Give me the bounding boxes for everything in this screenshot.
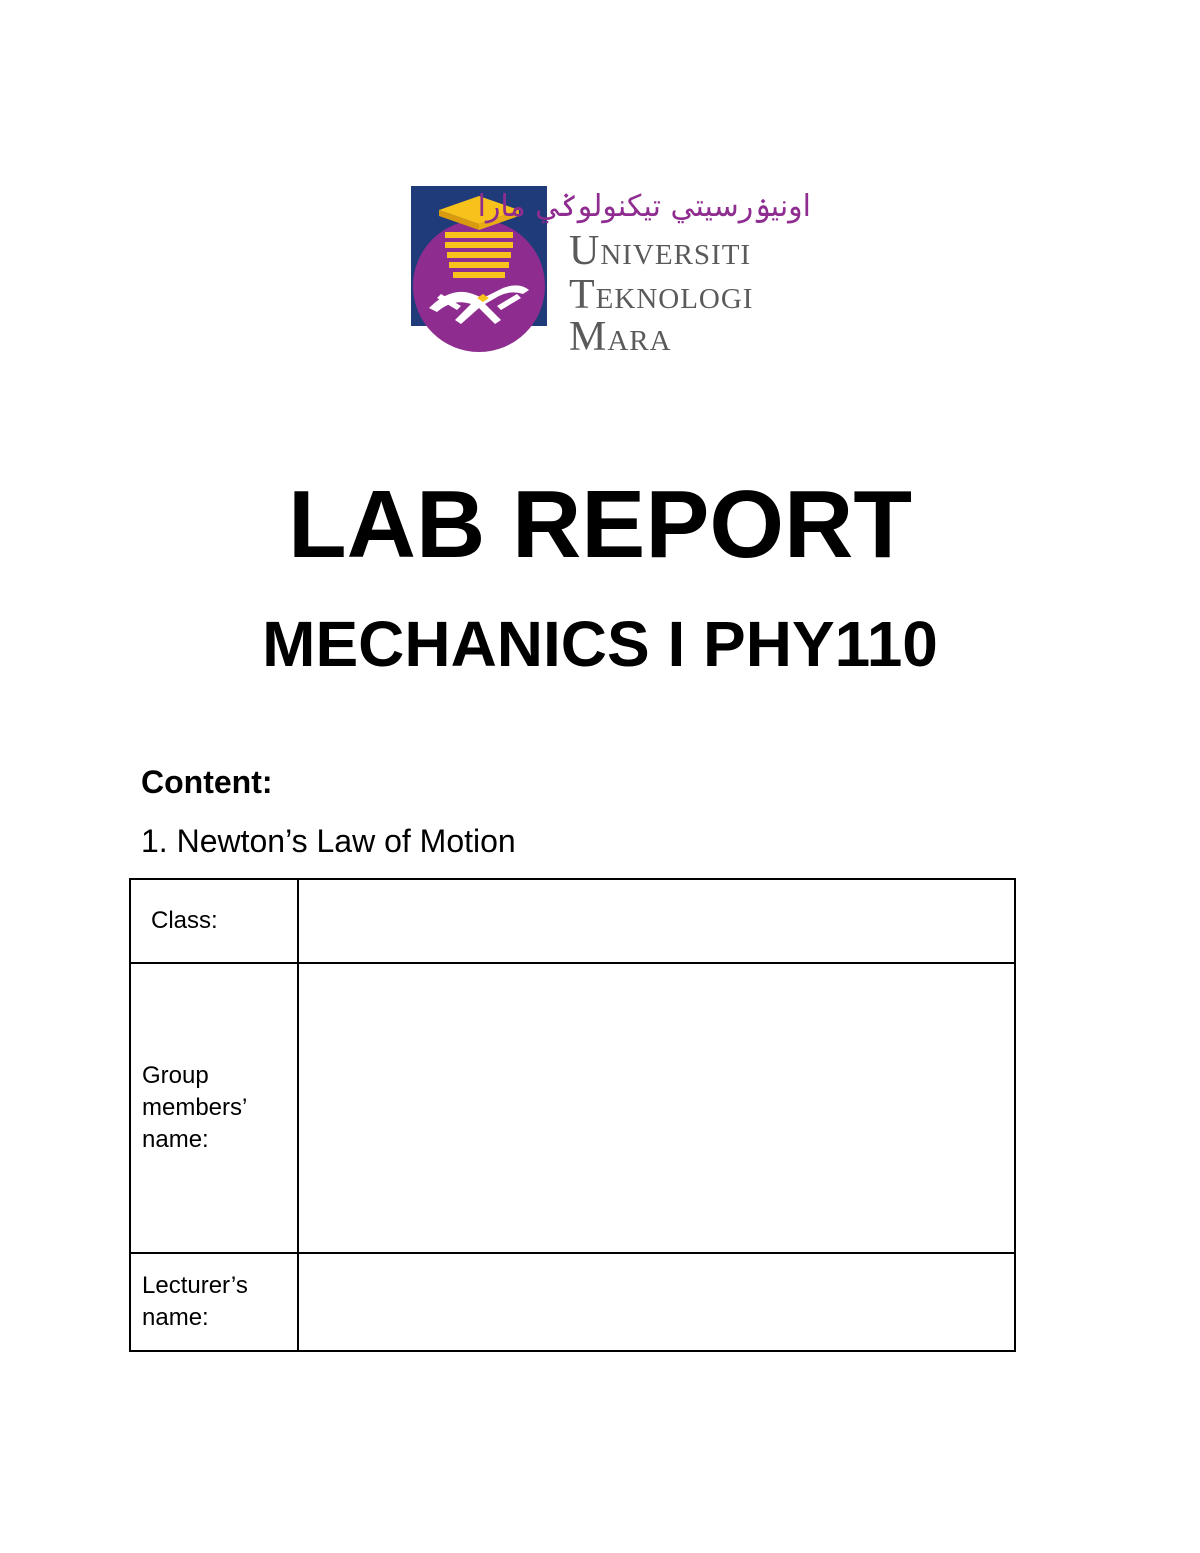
university-logo [411,186,811,360]
content-heading: Content: [141,764,273,800]
logo-jawi-text: اونيۏرسيتي تيكنولوݢي مارا [477,189,811,224]
group-members-label: Group members’ name: [142,1062,247,1153]
lecturer-label-cell [130,1253,298,1351]
table-row [130,963,1015,1253]
logo-universiti-text: Universiti [569,228,752,274]
table-row [130,879,1015,963]
group-members-value-cell[interactable] [298,963,1015,1253]
table-row [130,1253,1015,1351]
class-label: Class: [151,907,218,934]
report-title: LAB REPORT [288,471,912,578]
logo-mara-text: Mara [569,314,672,360]
info-table [129,878,1016,1352]
lecturer-value-cell[interactable] [298,1253,1015,1351]
content-item: 1. Newton’s Law of Motion [141,823,516,859]
class-label-cell [130,879,298,963]
group-members-label-cell [130,963,298,1253]
lecturer-label: Lecturer’s name: [142,1272,248,1331]
logo-teknologi-text: Teknologi [569,272,754,318]
class-value-cell[interactable] [298,879,1015,963]
course-title: MECHANICS I PHY110 [262,608,938,680]
